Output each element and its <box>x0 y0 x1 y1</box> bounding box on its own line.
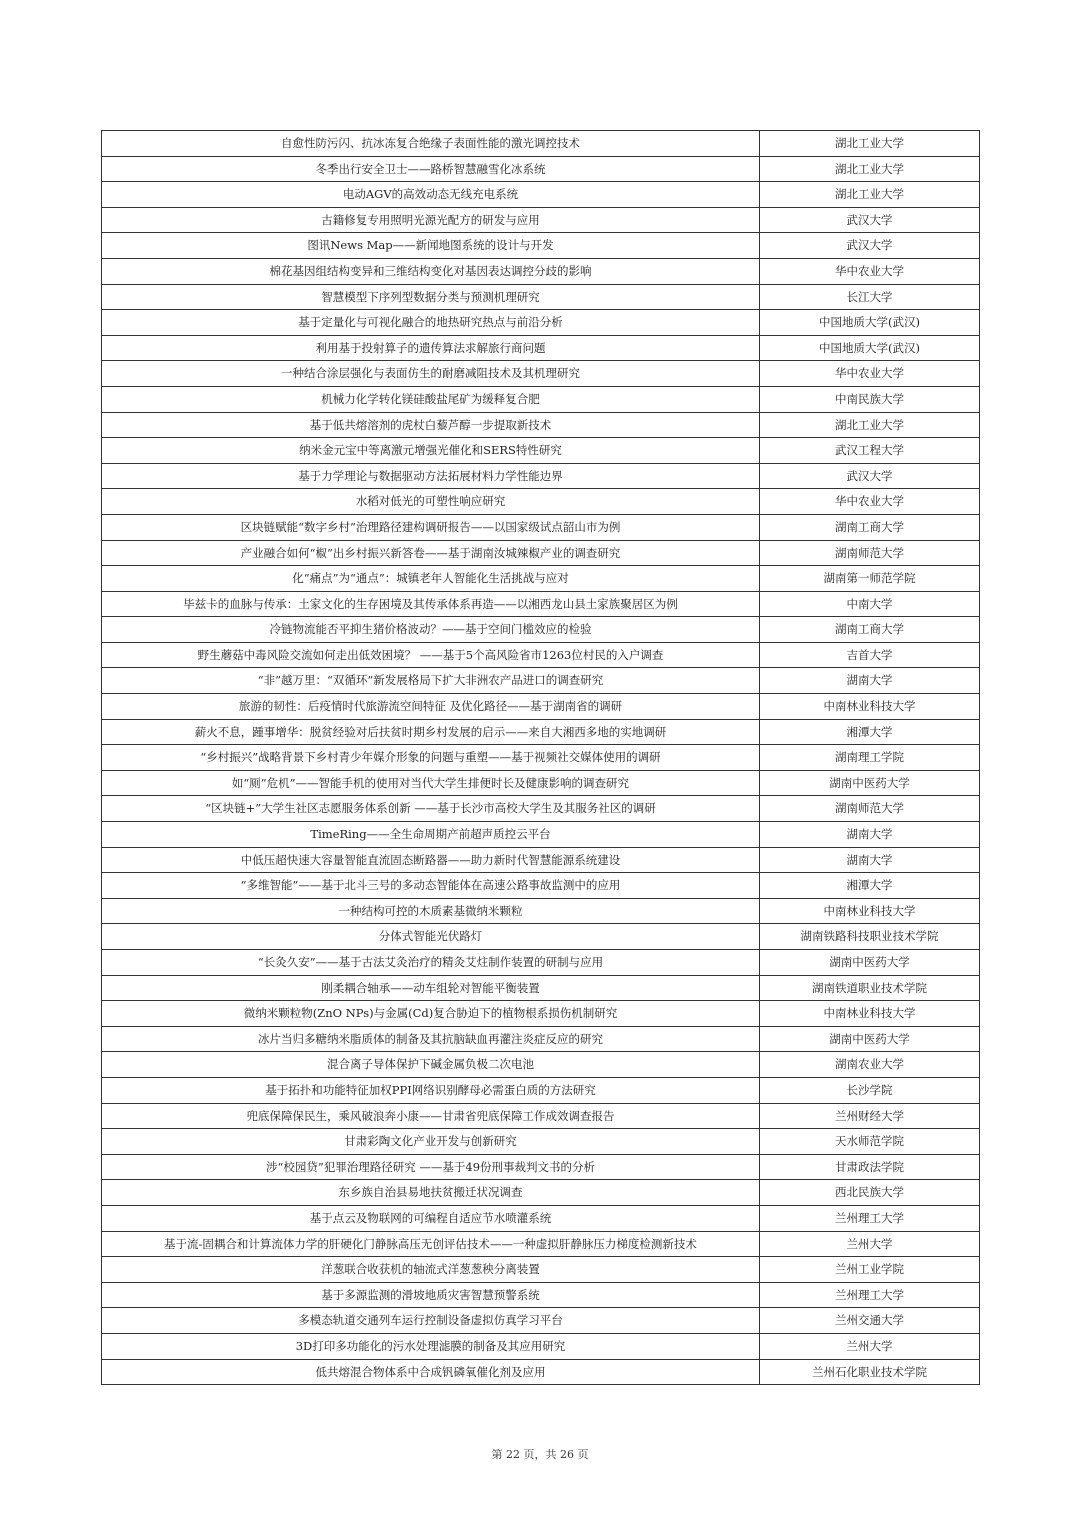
school-cell: 中国地质大学(武汉) <box>760 310 980 336</box>
table-row <box>102 1231 980 1257</box>
table-row <box>102 412 980 438</box>
project-name-cell: 基于多源监测的滑坡地质灾害智慧预警系统 <box>102 1282 760 1308</box>
project-name-cell: 基于流-固耦合和计算流体力学的肝硬化门静脉高压无创评估技术——一种虚拟肝静脉压力梯度检测新技术 <box>102 1231 760 1257</box>
school-cell: 湖南铁路科技职业技术学院 <box>760 924 980 950</box>
school-cell: 武汉工程大学 <box>760 438 980 464</box>
project-name-cell: 3D打印多功能化的污水处理滤膜的制备及其应用研究 <box>102 1333 760 1359</box>
table-row <box>102 1308 980 1334</box>
project-name-cell: 一种结构可控的木质素基微纳米颗粒 <box>102 898 760 924</box>
table-row <box>102 540 980 566</box>
school-cell: 湖北工业大学 <box>760 156 980 182</box>
table-row <box>102 284 980 310</box>
school-cell: 中南民族大学 <box>760 386 980 412</box>
school-cell: 湖南农业大学 <box>760 1052 980 1078</box>
table-row <box>102 1257 980 1283</box>
table-row <box>102 719 980 745</box>
school-cell: 湖南工商大学 <box>760 617 980 643</box>
project-name-cell: 棉花基因组结构变异和三维结构变化对基因表达调控分歧的影响 <box>102 258 760 284</box>
table-row <box>102 822 980 848</box>
school-cell: 武汉大学 <box>760 463 980 489</box>
project-name-cell: 旅游的韧性：后疫情时代旅游流空间特征 及优化路径——基于湖南省的调研 <box>102 694 760 720</box>
table-row <box>102 1052 980 1078</box>
project-name-cell: “非”越万里：“双循环”新发展格局下扩大非洲农产品进口的调查研究 <box>102 668 760 694</box>
school-cell: 湖南理工学院 <box>760 745 980 771</box>
table-row <box>102 591 980 617</box>
table-row <box>102 463 980 489</box>
page-footer: 第 22 页，共 26 页 <box>491 1448 589 1461</box>
table-row <box>102 1154 980 1180</box>
school-cell: 吉首大学 <box>760 642 980 668</box>
table-row <box>102 924 980 950</box>
project-name-cell: 自愈性防污闪、抗冰冻复合绝缘子表面性能的激光调控技术 <box>102 131 760 157</box>
table-row <box>102 361 980 387</box>
school-cell: 湖南师范大学 <box>760 796 980 822</box>
school-cell: 武汉大学 <box>760 233 980 259</box>
project-name-cell: 基于点云及物联网的可编程自适应节水喷灌系统 <box>102 1205 760 1231</box>
table-row <box>102 386 980 412</box>
table-row <box>102 131 980 157</box>
school-cell: 湖南大学 <box>760 668 980 694</box>
school-cell: 兰州交通大学 <box>760 1308 980 1334</box>
project-table-body <box>102 131 980 1385</box>
project-name-cell: 如“厕”危机”——智能手机的使用对当代大学生排便时长及健康影响的调查研究 <box>102 770 760 796</box>
school-cell: 武汉大学 <box>760 207 980 233</box>
school-cell: 中南林业科技大学 <box>760 898 980 924</box>
school-cell: 湖南大学 <box>760 847 980 873</box>
project-name-cell: 智慧模型下序列型数据分类与预测机理研究 <box>102 284 760 310</box>
school-cell: 兰州财经大学 <box>760 1103 980 1129</box>
project-name-cell: 洋葱联合收获机的轴流式洋葱葱秧分离装置 <box>102 1257 760 1283</box>
school-cell: 兰州理工大学 <box>760 1282 980 1308</box>
school-cell: 长江大学 <box>760 284 980 310</box>
project-name-cell: 野生蘑菇中毒风险交流如何走出低效困境？ ——基于5个高风险省市1263位村民的入户调查 <box>102 642 760 668</box>
school-cell: 甘肃政法学院 <box>760 1154 980 1180</box>
table-row <box>102 898 980 924</box>
project-name-cell: 基于低共熔溶剂的虎杖白藜芦醇一步提取新技术 <box>102 412 760 438</box>
table-row <box>102 489 980 515</box>
project-name-cell: 甘肃彩陶文化产业开发与创新研究 <box>102 1129 760 1155</box>
project-name-cell: 冬季出行安全卫士——路桥智慧融雪化冰系统 <box>102 156 760 182</box>
table-row <box>102 207 980 233</box>
project-name-cell: “长灸久安”——基于古法艾灸治疗的精灸艾炷制作装置的研制与应用 <box>102 950 760 976</box>
table-row <box>102 1026 980 1052</box>
school-cell: 湖南中医药大学 <box>760 950 980 976</box>
project-name-cell: 毕兹卡的血脉与传承：土家文化的生存困境及其传承体系再造——以湘西龙山县土家族聚居区为例 <box>102 591 760 617</box>
table-row <box>102 566 980 592</box>
table-row <box>102 258 980 284</box>
school-cell: 兰州理工大学 <box>760 1205 980 1231</box>
school-cell: 湘潭大学 <box>760 873 980 899</box>
table-row <box>102 694 980 720</box>
school-cell: 兰州大学 <box>760 1333 980 1359</box>
project-name-cell: 区块链赋能“数字乡村”治理路径建构调研报告——以国家级试点韶山市为例 <box>102 514 760 540</box>
table-row <box>102 975 980 1001</box>
table-row <box>102 796 980 822</box>
table-row <box>102 1077 980 1103</box>
project-name-cell: 图讯News Map——新闻地图系统的设计与开发 <box>102 233 760 259</box>
school-cell: 湘潭大学 <box>760 719 980 745</box>
table-row <box>102 770 980 796</box>
school-cell: 天水师范学院 <box>760 1129 980 1155</box>
table-row <box>102 950 980 976</box>
project-name-cell: 刚柔耦合轴承——动车组轮对智能平衡装置 <box>102 975 760 1001</box>
school-cell: 中南大学 <box>760 591 980 617</box>
project-name-cell: 基于拓扑和功能特征加权PPI网络识别酵母必需蛋白质的方法研究 <box>102 1077 760 1103</box>
project-name-cell: “区块链+”大学生社区志愿服务体系创新 ——基于长沙市高校大学生及其服务社区的调研 <box>102 796 760 822</box>
school-cell: 湖南铁道职业技术学院 <box>760 975 980 1001</box>
school-cell: 中南林业科技大学 <box>760 694 980 720</box>
project-name-cell: 基于力学理论与数据驱动方法拓展材料力学性能边界 <box>102 463 760 489</box>
school-cell: 湖北工业大学 <box>760 131 980 157</box>
project-table <box>101 130 980 1385</box>
school-cell: 湖南师范大学 <box>760 540 980 566</box>
project-name-cell: 兜底保障保民生，乘风破浪奔小康——甘肃省兜底保障工作成效调查报告 <box>102 1103 760 1129</box>
project-name-cell: 混合离子导体保护下碱金属负极二次电池 <box>102 1052 760 1078</box>
project-name-cell: 冷链物流能否平抑生猪价格波动？——基于空间门槛效应的检验 <box>102 617 760 643</box>
table-row <box>102 617 980 643</box>
project-name-cell: 中低压超快速大容量智能直流固态断路器——助力新时代智慧能源系统建设 <box>102 847 760 873</box>
project-name-cell: 微纳米颗粒物(ZnO NPs)与金属(Cd)复合胁迫下的植物根系损伤机制研究 <box>102 1001 760 1027</box>
table-row <box>102 233 980 259</box>
table-row <box>102 642 980 668</box>
school-cell: 西北民族大学 <box>760 1180 980 1206</box>
project-name-cell: TimeRing——全生命周期产前超声质控云平台 <box>102 822 760 848</box>
project-name-cell: 产业融合如何“椒”出乡村振兴新答卷——基于湖南汝城辣椒产业的调查研究 <box>102 540 760 566</box>
project-name-cell: 电动AGV的高效动态无线充电系统 <box>102 182 760 208</box>
school-cell: 长沙学院 <box>760 1077 980 1103</box>
project-name-cell: “多维智能”——基于北斗三号的多动态智能体在高速公路事故监测中的应用 <box>102 873 760 899</box>
school-cell: 湖南大学 <box>760 822 980 848</box>
project-name-cell: 低共熔混合物体系中合成钒磷氧催化剂及应用 <box>102 1359 760 1385</box>
project-name-cell: 化“痛点”为“通点”：城镇老年人智能化生活挑战与应对 <box>102 566 760 592</box>
table-row <box>102 335 980 361</box>
school-cell: 湖南中医药大学 <box>760 770 980 796</box>
project-name-cell: 一种结合涂层强化与表面仿生的耐磨减阻技术及其机理研究 <box>102 361 760 387</box>
project-name-cell: 水稻对低光的可塑性响应研究 <box>102 489 760 515</box>
table-row <box>102 182 980 208</box>
school-cell: 中南林业科技大学 <box>760 1001 980 1027</box>
project-name-cell: 分体式智能光伏路灯 <box>102 924 760 950</box>
school-cell: 华中农业大学 <box>760 489 980 515</box>
project-name-cell: 纳米金元宝中等离激元增强光催化和SERS特性研究 <box>102 438 760 464</box>
project-name-cell: 利用基于投射算子的遗传算法求解旅行商问题 <box>102 335 760 361</box>
project-name-cell: 机械力化学转化镁硅酸盐尾矿为缓释复合肥 <box>102 386 760 412</box>
table-row <box>102 1180 980 1206</box>
table-row <box>102 156 980 182</box>
school-cell: 湖北工业大学 <box>760 182 980 208</box>
project-name-cell: 古籍修复专用照明光源光配方的研发与应用 <box>102 207 760 233</box>
table-row <box>102 1282 980 1308</box>
table-row <box>102 1129 980 1155</box>
project-name-cell: 涉“校园贷”犯罪治理路径研究 ——基于49份刑事裁判文书的分析 <box>102 1154 760 1180</box>
school-cell: 湖南工商大学 <box>760 514 980 540</box>
school-cell: 湖南中医药大学 <box>760 1026 980 1052</box>
table-row <box>102 438 980 464</box>
table-row <box>102 310 980 336</box>
project-name-cell: “乡村振兴”战略背景下乡村青少年媒介形象的问题与重塑——基于视频社交媒体使用的调研 <box>102 745 760 771</box>
project-name-cell: 薪火不息，踵事增华：脱贫经验对后扶贫时期乡村发展的启示——来自大湘西多地的实地调研 <box>102 719 760 745</box>
school-cell: 华中农业大学 <box>760 258 980 284</box>
school-cell: 兰州石化职业技术学院 <box>760 1359 980 1385</box>
project-name-cell: 多模态轨道交通列车运行控制设备虚拟仿真学习平台 <box>102 1308 760 1334</box>
school-cell: 兰州大学 <box>760 1231 980 1257</box>
school-cell: 华中农业大学 <box>760 361 980 387</box>
school-cell: 湖南第一师范学院 <box>760 566 980 592</box>
school-cell: 兰州工业学院 <box>760 1257 980 1283</box>
school-cell: 中国地质大学(武汉) <box>760 335 980 361</box>
project-name-cell: 东乡族自治县易地扶贫搬迁状况调查 <box>102 1180 760 1206</box>
table-row <box>102 1333 980 1359</box>
project-name-cell: 基于定量化与可视化融合的地热研究热点与前沿分析 <box>102 310 760 336</box>
table-row <box>102 514 980 540</box>
table-row <box>102 1205 980 1231</box>
table-row <box>102 745 980 771</box>
table-row <box>102 668 980 694</box>
project-name-cell: 冰片当归多糖纳米脂质体的制备及其抗脑缺血再灌注炎症反应的研究 <box>102 1026 760 1052</box>
school-cell: 湖北工业大学 <box>760 412 980 438</box>
table-row <box>102 1359 980 1385</box>
table-row <box>102 847 980 873</box>
table-row <box>102 1103 980 1129</box>
table-row <box>102 873 980 899</box>
table-row <box>102 1001 980 1027</box>
